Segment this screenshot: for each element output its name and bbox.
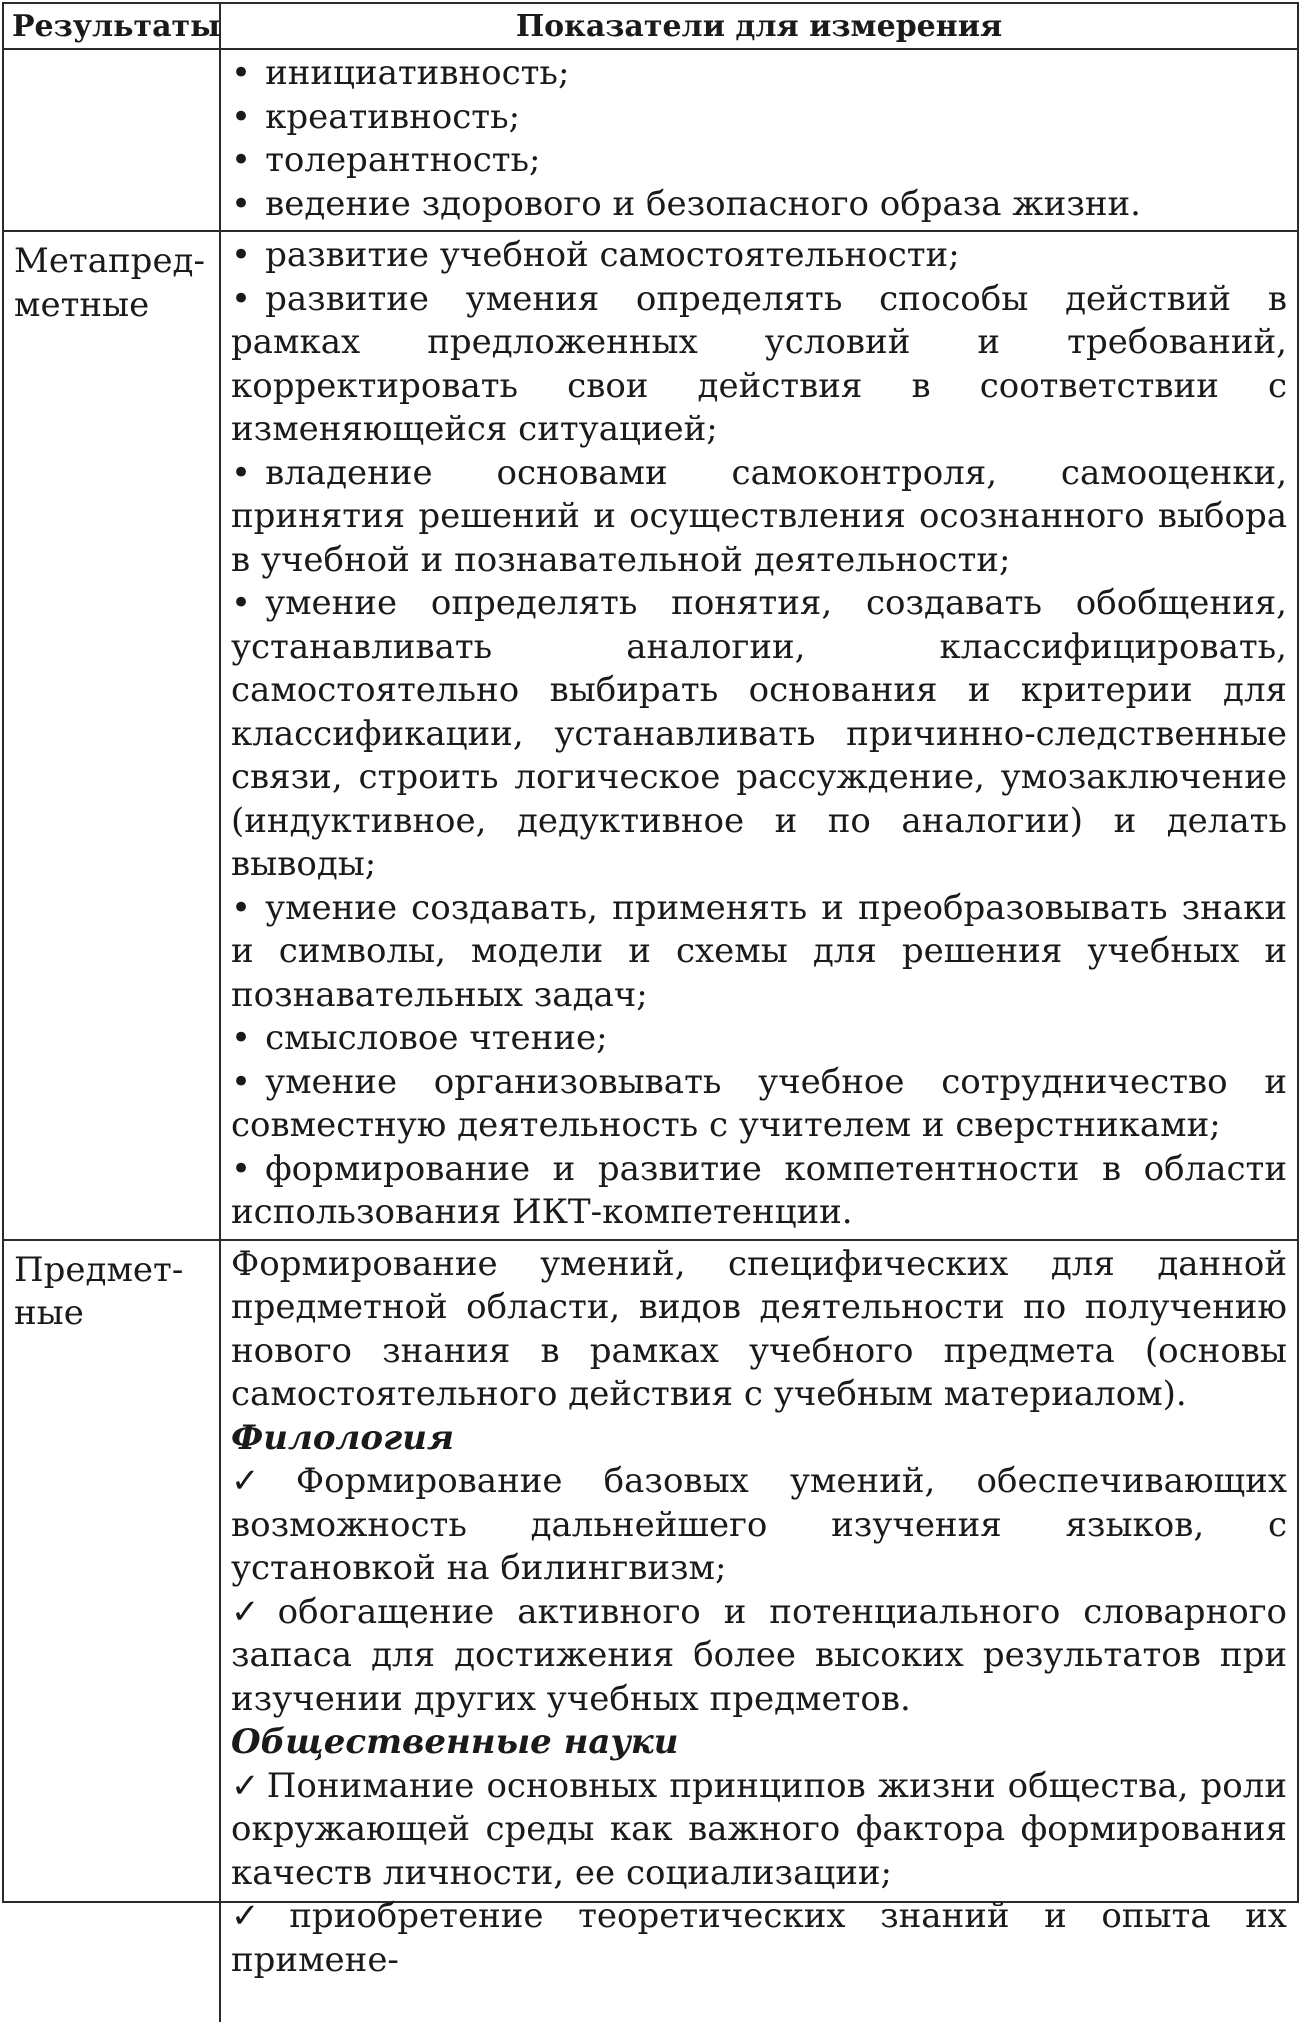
checkmark-icon: ✓ [231,1461,290,1501]
row-body [220,49,1297,231]
list-item: • формирование и развитие компетентности в области использования ИКТ-компетенции. [231,1148,1287,1235]
list-item: • владение основами самоконтроля, самооценки, принятия решений и осуществления осознанного выбора в учебной и познавательной деятельности; [231,452,1287,583]
table-row [4,49,1297,231]
list-item: • умение определять понятия, создавать обобщения, устанавливать аналогии, классифицировать, самостоятельно выбирать основания и критерии для классификации, устанавливать причинно-следственные связи, строить логическое рассуждение, умозаключение (индуктивное, дедуктивное и по аналогии) и делать выводы; [231,582,1287,887]
row-label-metasubject: Метапред- метные [4,231,220,1240]
list-item: • умение организовывать учебное сотрудничество и совместную деятельность с учителем и сверстниками; [231,1061,1287,1148]
section-title-philology: Филология [231,1417,1287,1461]
bullet-icon: • [231,1018,251,1058]
document-page [2,2,1299,1903]
list-item: • умение создавать, применять и преобразовывать знаки и символы, модели и схемы для решения учебных и познавательных задач; [231,887,1287,1018]
checkmark-icon: ✓ [231,1896,283,1936]
row-body [220,231,1297,1240]
list-item: • инициативность; [231,52,1287,96]
bullet-icon: • [231,888,251,928]
list-item: • смысловое чтение; [231,1017,1287,1061]
section-title-social-sciences: Общественные науки [231,1721,1287,1765]
list-item: • развитие учебной самостоятельности; [231,234,1287,278]
bullet-icon: • [231,1062,251,1102]
header-results: Результаты [4,4,220,49]
bullet-icon: • [231,140,251,180]
table-row [4,231,1297,1240]
list-item: • ведение здорового и безопасного образа жизни. [231,183,1287,227]
checkmark-icon: ✓ [231,1766,261,1806]
results-table [4,4,1297,2022]
bullet-icon: • [231,453,251,493]
bullet-icon: • [231,53,251,93]
list-item: ✓ приобретение теоретических знаний и опыта их примене- [231,1895,1287,1982]
bullet-list [231,52,1287,226]
bullet-icon: • [231,184,251,224]
list-item: • креативность; [231,96,1287,140]
subject-intro: Формирование умений, специфических для данной предметной области, видов деятельности по получению нового знания в рамках учебного предмета (основы самостоятельного действия с учебным материалом). [231,1243,1287,1417]
bullet-icon: • [231,97,251,137]
bullet-icon: • [231,235,251,275]
row-label-empty [4,49,220,231]
checkmark-icon: ✓ [231,1592,272,1632]
bullet-icon: • [231,583,251,623]
table-header-row [4,4,1297,49]
list-item: ✓ Понимание основных принципов жизни общества, роли окружающей среды как важного фактора формирования качеств личности, ее социализации; [231,1765,1287,1896]
header-indicators: Показатели для измерения [220,4,1297,49]
bullet-icon: • [231,279,251,319]
list-item: ✓ обогащение активного и потенциального словарного запаса для достижения более высоких результатов при изучении других учебных предметов. [231,1591,1287,1722]
row-label-subject: Предмет- ные [4,1240,220,2022]
bullet-icon: • [231,1149,251,1189]
bullet-list [231,234,1287,1235]
list-item: ✓ Формирование базовых умений, обеспечивающих возможность дальнейшего изучения языков, с установкой на билингвизм; [231,1460,1287,1591]
list-item: • развитие умения определять способы действий в рамках предложенных условий и требований, корректировать свои действия в соответствии с изменяющейся ситуацией; [231,278,1287,452]
list-item: • толерантность; [231,139,1287,183]
